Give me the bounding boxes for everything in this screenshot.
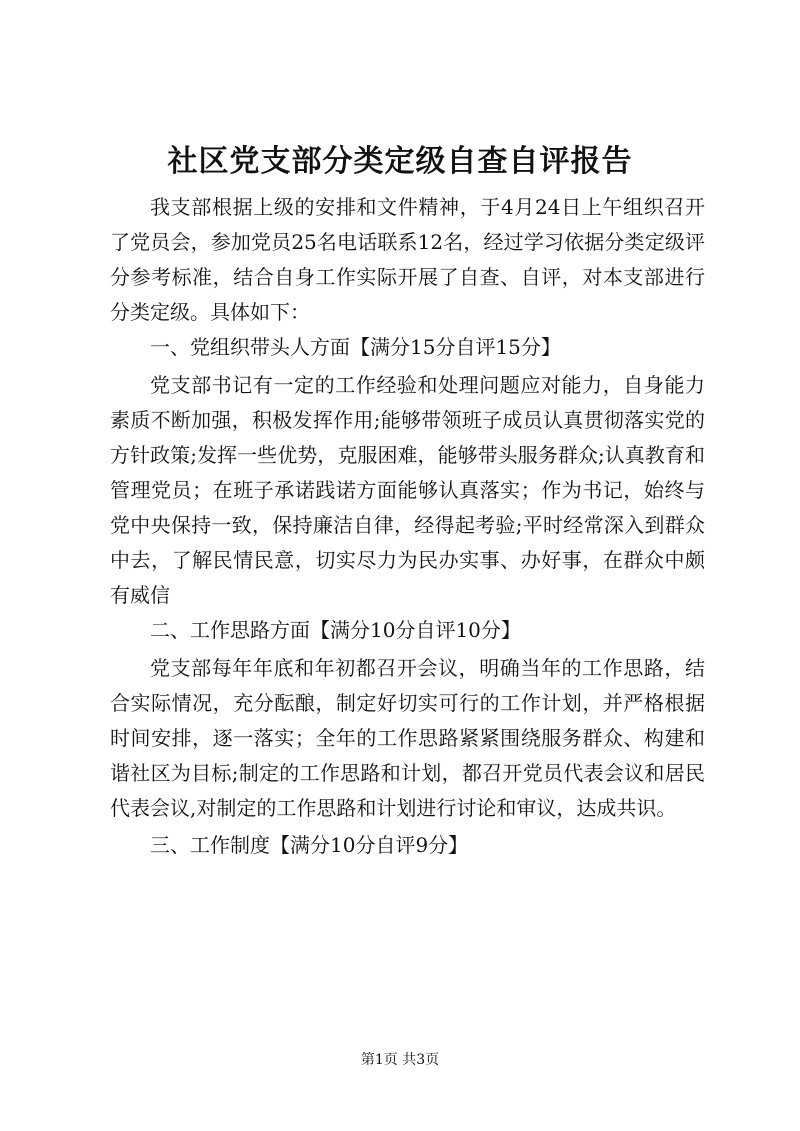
intro-paragraph: 我支部根据上级的安排和文件精神，于4月24日上午组织召开了党员会，参加党员25名电话联系12名，经过学习依据分类定级评分参考标准，结合自身工作实际开展了自查、自评，对本支部进行分类定级。具体如下： xyxy=(110,195,705,324)
section-heading-2: 二、工作思路方面【满分10分自评10分】 xyxy=(150,618,521,642)
section-paragraph-2: 党支部每年年底和年初都召开会议，明确当年的工作思路，结合实际情况，充分酝酿，制定好切实可行的工作计划，并严格根据时间安排，逐一落实；全年的工作思路紧紧围绕服务群众、构建和谐社区为目标;制定的工作思路和计划，都召开党员代表会议和居民代表会议,对制定的工作思路和计划进行讨论和审议，达成共识。 xyxy=(110,656,705,820)
section-heading-3: 三、工作制度【满分10分自评9分】 xyxy=(150,833,469,857)
section-heading-1: 一、党组织带头人方面【满分15分自评15分】 xyxy=(150,335,561,359)
document-title: 社区党支部分类定级自查自评报告 xyxy=(167,144,633,179)
document-body xyxy=(110,190,705,866)
section-paragraph-1: 党支部书记有一定的工作经验和处理问题应对能力，自身能力素质不断加强，积极发挥作用;能够带领班子成员认真贯彻落实党的方针政策;发挥一些优势，克服困难，能够带头服务群众;认真教育和管理党员；在班子承诺践诺方面能够认真落实；作为书记，始终与党中央保持一致，保持廉洁自律，经得起考验;平时经常深入到群众中去，了解民情民意，切实尽力为民办实事、办好事，在群众中颇有威信 xyxy=(110,373,705,607)
page-footer: 第1页 共3页 xyxy=(360,1052,440,1068)
